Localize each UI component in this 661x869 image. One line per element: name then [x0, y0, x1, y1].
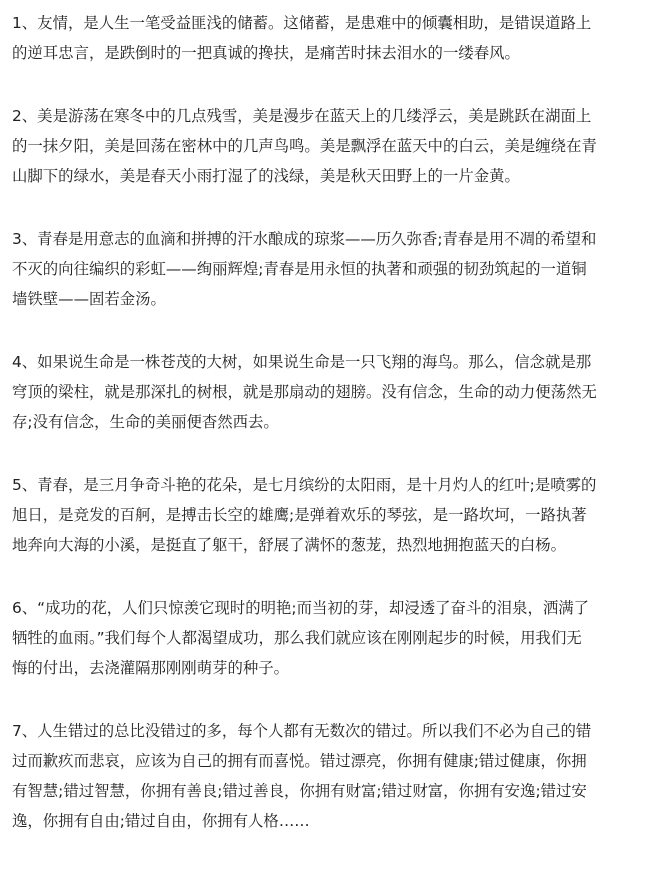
paragraph-7	[12, 716, 652, 836]
text-line: 过而歉疚而悲哀，应该为自己的拥有而喜悦。错过漂亮，你拥有健康;错过健康，你拥	[12, 752, 587, 770]
text-line: 旭日，是竞发的百舸，是搏击长空的雄鹰;是弹着欢乐的琴弦，是一路坎坷，一路执著	[12, 506, 587, 524]
text-line: 的逆耳忠言，是跌倒时的一把真诚的搀扶，是痛苦时抹去泪水的一缕春风。	[12, 44, 520, 62]
paragraph-4	[12, 347, 652, 437]
text-line: 3、青春是用意志的血滴和拼搏的汗水酿成的琼浆——历久弥香;青春是用不凋的希望和	[12, 230, 597, 248]
text-line: 6、“成功的花，人们只惊羡它现时的明艳;而当初的芽，却浸透了奋斗的泪泉，洒满了	[12, 599, 590, 617]
paragraph-3	[12, 224, 652, 314]
text-line: 墙铁壁——固若金汤。	[12, 290, 166, 308]
text-line: 7、人生错过的总比没错过的多，每个人都有无数次的错过。所以我们不必为自己的错	[12, 722, 592, 740]
text-line: 5、青春，是三月争奇斗艳的花朵，是七月缤纷的太阳雨，是十月灼人的红叶;是喷雾的	[12, 476, 597, 494]
text-line: 1、友情，是人生一笔受益匪浅的储蓄。这储蓄，是患难中的倾囊相助，是错误道路上	[12, 14, 592, 32]
text-line: 4、如果说生命是一株苍茂的大树，如果说生命是一只飞翔的海鸟。那么，信念就是那	[12, 353, 592, 371]
paragraph-2	[12, 101, 652, 191]
text-line: 逸，你拥有自由;错过自由，你拥有人格……	[12, 812, 310, 830]
article-body	[12, 8, 652, 869]
paragraph-6	[12, 593, 652, 683]
text-line: 不灭的向往编织的彩虹——绚丽辉煌;青春是用永恒的执著和顽强的韧劲筑起的一道铜	[12, 260, 587, 278]
text-line: 穹顶的梁柱，就是那深扎的树根，就是那扇动的翅膀。没有信念，生命的动力便荡然无	[12, 383, 597, 401]
text-line: 牺牲的血雨。”我们每个人都渴望成功，那么我们就应该在刚刚起步的时候，用我们无	[12, 629, 582, 647]
text-line: 山脚下的绿水，美是春天小雨打湿了的浅绿，美是秋天田野上的一片金黄。	[12, 167, 520, 185]
paragraph-5	[12, 470, 652, 560]
paragraph-1	[12, 8, 652, 68]
text-line: 存;没有信念，生命的美丽便杳然西去。	[12, 413, 279, 431]
text-line: 悔的付出，去浇灌隔那刚刚萌芽的种子。	[12, 659, 290, 677]
text-line: 的一抹夕阳，美是回荡在密林中的几声鸟鸣。美是飘浮在蓝天中的白云，美是缠绕在青	[12, 137, 597, 155]
text-line: 有智慧;错过智慧，你拥有善良;错过善良，你拥有财富;错过财富，你拥有安逸;错过安	[12, 782, 587, 800]
text-line: 2、美是游荡在寒冬中的几点残雪，美是漫步在蓝天上的几缕浮云，美是跳跃在湖面上	[12, 107, 592, 125]
text-line: 地奔向大海的小溪，是挺直了躯干，舒展了满怀的葱茏，热烈地拥抱蓝天的白杨。	[12, 536, 567, 554]
